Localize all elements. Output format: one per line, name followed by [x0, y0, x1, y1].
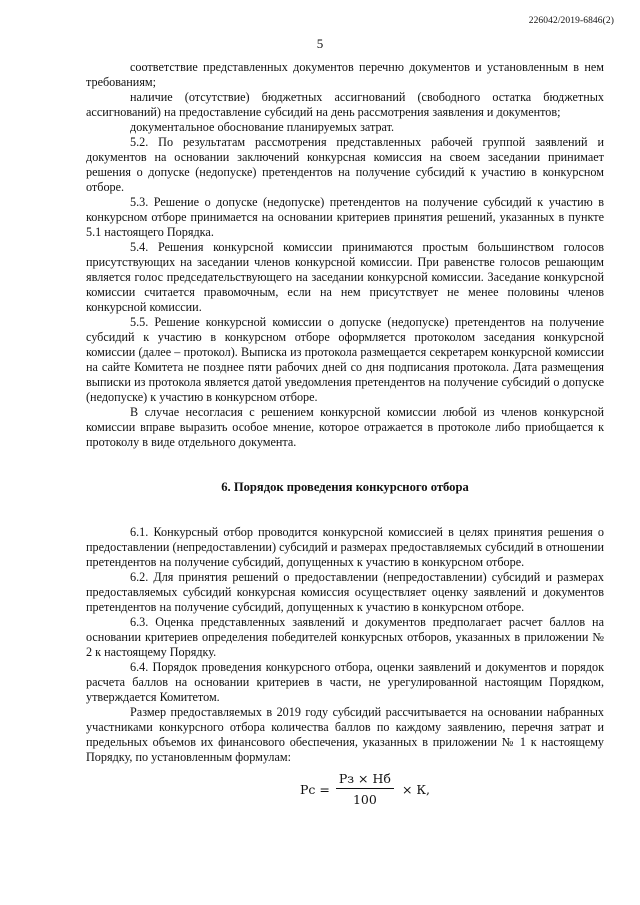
paragraph: 6.1. Конкурсный отбор проводится конкурсной комиссией в целях принятия решения о предоставлении (непредоставлении) субсидий и размерах предоставляемых субсидий в отношении претендентов на получение субсидий, допущенных к участию в конкурсном отборе.: [86, 525, 604, 569]
formula-lhs: Рс =: [300, 781, 330, 797]
formula-tail: × К,: [401, 781, 431, 797]
section-title: 6. Порядок проведения конкурсного отбора: [221, 480, 469, 494]
page-number: 5: [316, 36, 324, 51]
subsidy-formula: [300, 771, 430, 807]
paragraph: 5.2. По результатам рассмотрения представленных рабочей группой заявлений и документов на основании заключений конкурсная комиссия на своем заседании принимает решения о допуске (недопуске) претендентов на получение субсидий к участию в конкурсном отборе.: [86, 135, 604, 194]
paragraph: 6.3. Оценка представленных заявлений и документов предполагает расчет баллов на основании критериев определения победителей конкурсных отборов, указанных в приложении № 2 к настоящему Порядку.: [86, 615, 604, 659]
paragraph: документальное обоснование планируемых затрат.: [130, 120, 395, 134]
paragraph: В случае несогласия с решением конкурсной комиссии любой из членов конкурсной комиссии вправе выразить особое мнение, которое отражается в протоколе либо приобщается к протоколу в виде отдельного документа.: [86, 405, 604, 449]
paragraph: 5.3. Решение о допуске (недопуске) претендентов на получение субсидий к участию в конкурсном отборе принимается на основании критериев принятия решений, указанных в пункте 5.1 настоящего Порядка.: [86, 195, 604, 239]
paragraph: 5.4. Решения конкурсной комиссии принимаются простым большинством голосов присутствующих на заседании членов конкурсной комиссии. При равенстве голосов решающим является голос председательствующего на заседании конкурсной комиссии. Заседание конкурсной комиссии считается правомочным, если на нем присутствует не менее половины членов конкурсной комиссии.: [86, 240, 604, 314]
paragraph: Размер предоставляемых в 2019 году субсидий рассчитывается на основании набранных участниками конкурсного отбора количества баллов по каждому заявлению, перечня затрат и предельных объемов их финансового обеспечения, указанных в приложении № 1 к настоящему Порядку, по установленным формулам:: [86, 705, 604, 764]
document-id: 226042/2019-6846(2): [528, 16, 614, 26]
paragraphs-section-5: [86, 60, 604, 450]
formula-fraction: [336, 771, 394, 807]
document-body: [86, 60, 604, 765]
paragraph: 6.2. Для принятия решений о предоставлении (непредоставлении) субсидий и размерах предоставляемых субсидий конкурсная комиссия осуществляет оценку заявлений и документов претендентов на получение субсидий, допущенных к участию в конкурсном отборе.: [86, 570, 604, 614]
paragraph: соответствие представленных документов перечню документов и установленным в нем требованиям;: [86, 60, 604, 89]
formula-numerator: Рз × Нб: [336, 771, 394, 789]
paragraph: наличие (отсутствие) бюджетных ассигнований (свободного остатка бюджетных ассигнований) на предоставление субсидий на день рассмотрения заявления и документов;: [86, 90, 604, 119]
paragraph: 6.4. Порядок проведения конкурсного отбора, оценки заявлений и документов и порядок расчета баллов на основании критериев в части, не урегулированной настоящим Порядком, утверждается Комитетом.: [86, 660, 604, 704]
paragraphs-section-6: [86, 525, 604, 765]
formula-denominator: 100: [352, 792, 377, 807]
paragraph: 5.5. Решение конкурсной комиссии о допуске (недопуске) претендентов на получение субсидий к участию в конкурсном отборе оформляется протоколом заседания конкурсной комиссии (далее – протокол). Выписка из протокола размещается секретарем конкурсной комиссии на сайте Комитета не позднее пяти рабочих дней со дня подписания протокола. Дата размещения выписки из протокола является датой уведомления претендентов на получение субсидий о допуске (недопуске) к участию в конкурсном отборе.: [86, 315, 604, 404]
